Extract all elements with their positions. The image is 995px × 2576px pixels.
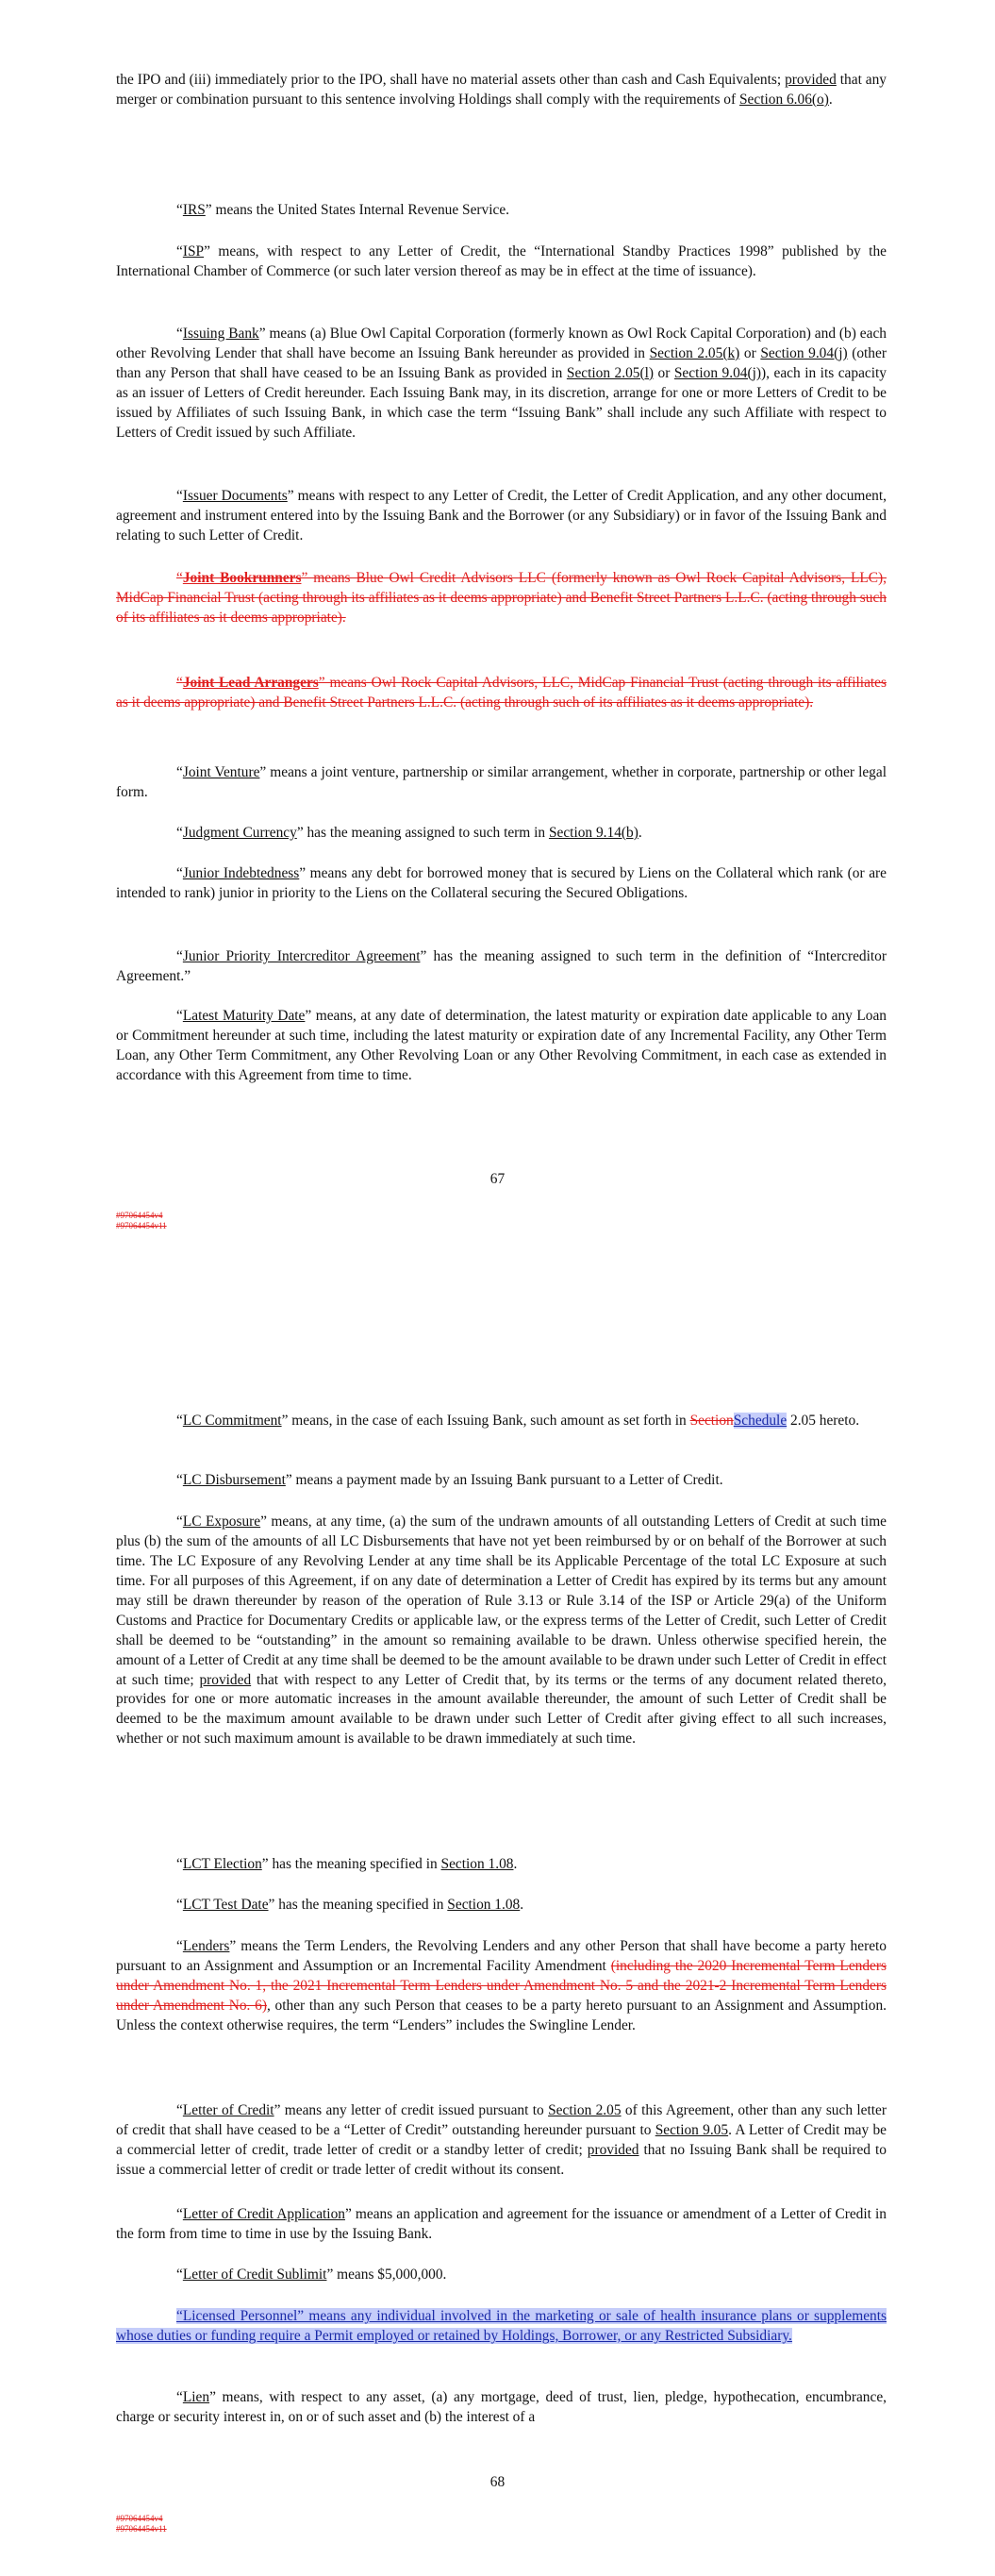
def-lien: “Lien” means, with respect to any asset, (a) any mortgage, deed of trust, lien, pledge, hypothecation, encumbrance, charge or security interest in, on or of such asset and (b) the interest of a bbox=[116, 2389, 887, 2425]
def-letter-of-credit-application: “Letter of Credit Application” means an application and agreement for the issuance or amendment of a Letter of Credit in the form from time to time in use by the Issuing Bank. bbox=[116, 2206, 887, 2242]
def-junior-indebtedness: “Junior Indebtedness” means any debt for borrowed money that is secured by Liens on the Collateral which rank (or are intended to rank) junior in priority to the Liens on the Collateral securing the Secured Obligations. bbox=[116, 865, 887, 901]
def-joint-bookrunners-deleted: “Joint Bookrunners” means Blue Owl Credit Advisors LLC (formerly known as Owl Rock Capital Advisors, LLC), MidCap Financial Trust (acting through its affiliates as it deems appropriate) and Benefit Street Partners L.L.C. (acting through such of its affiliates as it deems appropriate). bbox=[116, 570, 887, 626]
def-issuer-documents: “Issuer Documents” means with respect to any Letter of Credit, the Letter of Credit Application, and any other document, agreement and instrument entered into by the Issuing Bank and the Borrower (or any Subsidiary) or in favor of the Issuing Bank and relating to such Letter of Credit. bbox=[116, 488, 887, 544]
def-isp: “ISP” means, with respect to any Letter of Credit, the “International Standby Practices 1998” published by the International Chamber of Commerce (or such later version thereof as may be in effect at the time of issuance). bbox=[116, 243, 887, 279]
def-junior-priority-intercreditor: “Junior Priority Intercreditor Agreement” has the meaning assigned to such term in the definition of “Intercreditor Agreement.” bbox=[116, 948, 887, 984]
def-lc-exposure: “LC Exposure” means, at any time, (a) the sum of the undrawn amounts of all outstanding Letters of Credit at such time plus (b) the sum of the amounts of all LC Disbursements that have not yet been reimbursed by or on behalf of the Borrower at such time. The LC Exposure of any Revolving Lender at any time shall be its Applicable Percentage of the total LC Exposure at such time. For all purposes of this Agreement, if on any date of determination a Letter of Credit has expired by its terms but any amount may still be drawn thereunder by reason of the operation of Rule 3.13 or Rule 3.14 of the ISP or Article 29(a) of the Uniform Customs and Practice for Documentary Credits or applicable law, or the express terms of the Letter of Credit, such Letter of Credit shall be deemed to be “outstanding” in the amount so remaining available to be drawn. Unless otherwise specified herein, the amount of a Letter of Credit at any time shall be deemed to be the amount available to be drawn under such Letter of Credit in effect at such time; provided that with respect to any Letter of Credit that, by its terms or the terms of any document related thereto, provides for one or more automatic increases in the amount available thereunder, the amount of such Letter of Credit shall be deemed to be the maximum amount available to be drawn under such Letter of Credit after giving effect to all such increases, whether or not such maximum amount is available to be drawn immediately at such time. bbox=[116, 1514, 887, 1748]
def-latest-maturity-date: “Latest Maturity Date” means, at any date of determination, the latest maturity or expiration date applicable to any Loan or Commitment hereunder at such time, including the latest maturity or expiration date of any Incremental Facility, any Other Term Loan, any Other Term Commitment, any Other Revolving Loan or any Other Revolving Commitment, in each case as extended in accordance with this Agreement from time to time. bbox=[116, 1008, 887, 1083]
document-id: #97064454v4 #97064454v11 bbox=[116, 1211, 167, 1231]
def-issuing-bank: “Issuing Bank” means (a) Blue Owl Capital Corporation (formerly known as Owl Rock Capital Corporation) and (b) each other Revolving Lender that shall have become an Issuing Bank hereunder as provided in Section 2.05(k) or Section 9.04(j) (other than any Person that shall have ceased to be an Issuing Bank as provided in Section 2.05(l) or Section 9.04(j)), each in its capacity as an issuer of Letters of Credit hereunder. Each Issuing Bank may, in its discretion, arrange for one or more Letters of Credit to be issued by Affiliates of such Issuing Bank, in which case the term “Issuing Bank” shall include any such Affiliate with respect to Letters of Credit issued by such Affiliate. bbox=[116, 326, 887, 441]
def-lct-test-date: “LCT Test Date” has the meaning specified in Section 1.08. bbox=[176, 1897, 524, 1913]
def-letter-of-credit-sublimit: “Letter of Credit Sublimit” means $5,000,000. bbox=[176, 2267, 447, 2283]
def-letter-of-credit: “Letter of Credit” means any letter of credit issued pursuant to Section 2.05 of this Agreement, other than any such letter of credit that shall have ceased to be a “Letter of Credit” outstanding hereunder pursuant to Section 9.05. A Letter of Credit may be a commercial letter of credit, trade letter of credit or a standby letter of credit; provided that no Issuing Bank shall be required to issue a commercial letter of credit or trade letter of credit without its consent. bbox=[116, 2102, 887, 2178]
def-lc-commitment: “LC Commitment” means, in the case of each Issuing Bank, such amount as set forth in SectionSchedule 2.05 hereto. bbox=[176, 1413, 860, 1429]
para-ipo-continuation: the IPO and (iii) immediately prior to the IPO, shall have no material assets other than cash and Cash Equivalents; provided that any merger or combination pursuant to this sentence involving Holdings shall comply with the requirements of Section 6.06(o). bbox=[116, 72, 887, 108]
def-lc-disbursement: “LC Disbursement” means a payment made by an Issuing Bank pursuant to a Letter of Credit. bbox=[176, 1472, 723, 1488]
def-licensed-personnel-inserted: “Licensed Personnel” means any individual involved in the marketing or sale of health insurance plans or supplements whose duties or funding require a Permit employed or retained by Holdings, Borrower, or any Restricted Subsidiary. bbox=[116, 2308, 887, 2344]
def-irs: “IRS” means the United States Internal Revenue Service. bbox=[176, 202, 510, 218]
page-number: 68 bbox=[489, 2474, 506, 2490]
document-id: #97064454v4 #97064454v11 bbox=[116, 2514, 167, 2534]
def-judgment-currency: “Judgment Currency” has the meaning assigned to such term in Section 9.14(b). bbox=[176, 825, 642, 841]
page-number: 67 bbox=[489, 1171, 506, 1187]
def-joint-venture: “Joint Venture” means a joint venture, partnership or similar arrangement, whether in corporate, partnership or other legal form. bbox=[116, 764, 887, 800]
def-lenders: “Lenders” means the Term Lenders, the Revolving Lenders and any other Person that shall have become a party hereto pursuant to an Assignment and Assumption or an Incremental Facility Amendment (including the 2020 Incremental Term Lenders under Amendment No. 1, the 2021 Incremental Term Lenders under Amendment No. 5 and the 2021-2 Incremental Term Lenders under Amendment No. 6), other than any such Person that ceases to be a party hereto pursuant to an Assignment and Assumption. Unless the context otherwise requires, the term “Lenders” includes the Swingline Lender. bbox=[116, 1938, 887, 2033]
def-lct-election: “LCT Election” has the meaning specified in Section 1.08. bbox=[176, 1856, 518, 1872]
def-joint-lead-arrangers-deleted: “Joint Lead Arrangers” means Owl Rock Capital Advisors, LLC, MidCap Financial Trust (acting through its affiliates as it deems appropriate) and Benefit Street Partners L.L.C. (acting through such of its affiliates as it deems appropriate). bbox=[116, 675, 887, 711]
